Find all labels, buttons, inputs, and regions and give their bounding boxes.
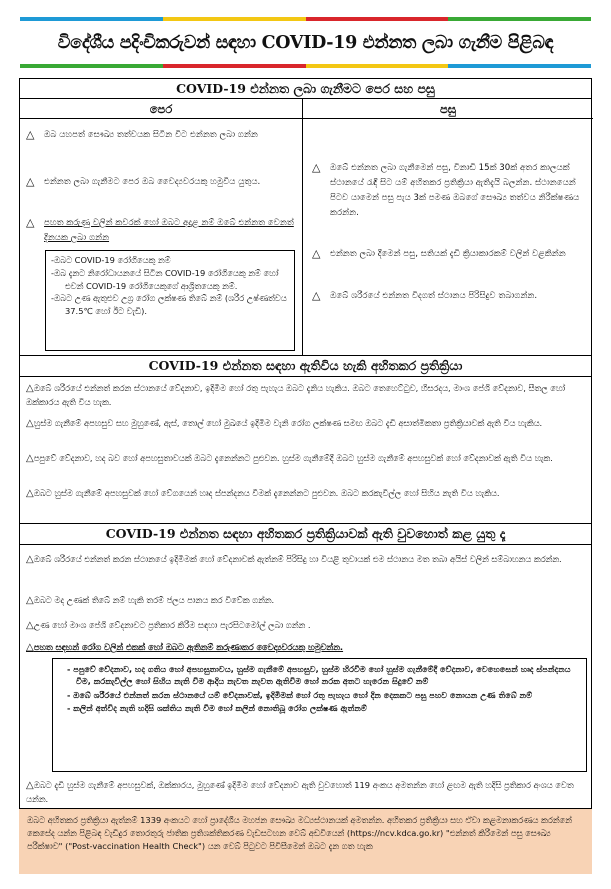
triangle-icon: △: [26, 595, 34, 606]
triangle-icon: △: [26, 128, 35, 141]
before-item: △ පහත කරුණු වලින් කවරක් හෝ ඔබට අදාළ නම් ඔබේ එන්නත වෙනත් දිනයක ලබා ගන්න: [26, 216, 294, 243]
column-divider: [302, 99, 303, 355]
triangle-icon: △: [26, 453, 34, 464]
triangle-icon: △: [26, 418, 34, 429]
after-item: △ ඔබේ එන්නත ලබා ගැනීමෙන් පසු, විනාඩි 15ක් 30ක් අතර කාලයක් ස්ථානයේ රැඳී සිට යම් අහිතකර ප්‍රතික්‍රියා ඇතිදැයි බලන්න. ස්ථානයෙන් පිටව යාමෙන් පසු පැය 3ක් පමණ ඔබගේ සෞඛ්‍ය තත්වය නිරීක්ෂණය කරන්න.: [312, 161, 580, 218]
triangle-icon: △: [26, 488, 34, 499]
bar-yellow: [306, 64, 449, 68]
doctor-symptoms-box: [52, 658, 587, 772]
reaction-item: △පපුවේ වේදනාව, හද බව හෝ අපහසුතාවයක් ඔබට දැනෙන්නට පුළුවන. හුස්ම ගැනීමේදී ඔබට හුස්ම ගැනීමේ අපහසුවක් හෝ වේදනාවක් ඇති විය හැක.: [26, 453, 553, 464]
box-item: - කලින් අත්විද නැති හදිසි ශක්තිය නැති වීම හෝ කලින් නොතිබූ රෝග ලක්ෂණ ඇත්නම්: [67, 702, 367, 713]
doctor-warning: △පහත සඳහන් රෝග වලින් එකක් හෝ ඔබට ඇතිනම් කරුණාකර වෛද්‍යවරයකු හමුවන්න.: [26, 642, 344, 653]
action-item: △ඔබේ ශරීරයේ එන්නත් කරන ස්ථානයේ ඉදිමීමක් හෝ වේදනාවක් ඇත්නම් පිරිසිදු හා වියළි තුවායක් එම ස්ථානය මත තබා අයිස් වලින් සම්බාහනය කරන්න.: [26, 554, 562, 565]
box-item: -ඔබට COVID-19 රෝගියෙකු නම්: [51, 255, 171, 265]
action-item: △උණ හෝ මාංශ පේශි වේදනාවට ප්‍රතිකාර කිරීම සඳහා පැරසිටමෝල් ලබා ගන්න .: [26, 620, 311, 631]
column-before-heading: පෙර: [20, 99, 302, 119]
top-color-bar: [20, 17, 591, 21]
triangle-icon: △: [26, 642, 34, 653]
bar-red: [163, 64, 306, 68]
box-item: - ඔබේ ශරීරයේ එන්නත් කරන ස්ථානයේ යම් වේදනාවක්, ඉදිමීමක් හෝ රතු පැහැය හෝ දින දෙකකට පසු පහව නොයන උණ තිබේ නම්: [67, 689, 533, 700]
reaction-item: △ඔබට හුස්ම ගැනීමේ අපහසුවක් හෝ වේගයෙන් හෘද ස්පන්දනය වීමක් දැනෙන්නට පුළුවන. ඔබට කරකැවිල්ල හෝ සිහිය නැති විය හැකිය.: [26, 488, 500, 499]
bar-green: [20, 64, 163, 68]
column-after-heading: පසු: [303, 99, 593, 119]
before-item: △ ඔබ යහපත් සෞඛ්‍ය තත්වයක සිටින විට එන්නත ලබා ගන්න: [26, 128, 258, 141]
bar-green: [448, 17, 591, 21]
triangle-icon: △: [26, 175, 35, 188]
bar-blue: [448, 64, 591, 68]
before-item: △ එන්නත ලබා ගැනීමට පෙර ඔබ වෛද්‍යවරයකු හමුවිය යුතුය.: [26, 175, 261, 188]
bar-red: [306, 17, 449, 21]
page-title: විදේශීය පදිංචිකරුවන් සඳහා COVID-19 එන්නත ලබා ගැනීම පිළිබඳ: [57, 33, 554, 53]
section2-heading: COVID-19 එන්නත සඳහා ඇතිවිය හැකි අහිතකර ප්‍රතික්‍රියා: [20, 356, 591, 377]
after-item: △ එන්නත ලබා දීමෙන් පසු, සතියක් දැඩි ක්‍රියාකාරකම් වලින් වළකින්න: [312, 247, 566, 260]
triangle-icon: △: [312, 161, 321, 174]
bar-blue: [20, 17, 163, 21]
contraindication-box: [45, 250, 295, 351]
triangle-icon: △: [26, 216, 35, 229]
after-item: △ ඔබේ ශරීරයේ එන්නත විදගත් ස්ථානය පිරිසිදුව තබාගන්න.: [312, 289, 538, 302]
reaction-item: △ඔබේ ශරීරයේ එන්නත් කරන ස්ථානයේ වේදනාව, ඉදිමීම හෝ රතු පැහැය ඔබට දැනිය හැකිය. ඔබට තෙහෙට්ටුව, හිසරදය, මාංශ පේශි වේදනාව, සීතල හෝ ඔක්කාරය ඇති විය හැක.: [26, 383, 566, 407]
triangle-icon: △: [312, 289, 321, 302]
footer-note: ඔබට අහිතකර ප්‍රතික්‍රියා ඇත්නම් 1339 අංකයට හෝ ප්‍රාදේශීය මහජන සෞඛ්‍ය මධ්‍යස්ථානයක් අමතන්න. අහිතකර ප්‍රතික්‍රියා සහ ඒවා කළමනාකරණය කරන්නේ කෙසේද යන්න පිළිබඳ වැඩිදුර තොරතුරු ජාතික ප්‍රතිශක්තිකරණ වැඩසටහන වෙබ් අඩවියෙන් (https://ncv.kdca.go.kr) "එන්නත් කිරීමෙන් පසු සෞඛ්‍ය පරීක්ෂාව" ("Post-vaccination Health Check") යන වෙබ් පිටුවට පිවිසීමෙන් ඔබට දැන ගත හැක: [19, 809, 592, 874]
box-item: -ඔබට උණ ඇතුළුව උග්‍ර රෝග ලක්ෂණ තිබේ නම් (ශරීර උෂ්ණත්වය 37.5℃ හෝ ඊට වැඩි).: [51, 293, 287, 317]
bottom-color-bar: [20, 64, 591, 68]
reaction-item: △හුස්ම ගැනීමේ අපහසුව සහ මුහුණේ, ඇස්, තොල් හෝ මුඛයේ ඉදිමීම වැනි රෝග ලක්ෂණ සමඟ ඔබට දැඩි අසාත්මිකතා ප්‍රතික්‍රියාවක් ඇති විය හැකිය.: [26, 418, 543, 429]
section3-heading: COVID-19 එන්නත සඳහා අහිතකර ප්‍රතික්‍රියාවක් ඇති වුවහොත් කළ යුතු දෑ: [20, 524, 591, 545]
triangle-icon: △: [312, 247, 321, 260]
triangle-icon: △: [26, 780, 34, 791]
triangle-icon: △: [26, 383, 34, 394]
main-frame: [19, 78, 592, 809]
box-item: - පපුවේ වේදනාව, හද ගතිය හෝ අපහසුතාවය, හුස්ම ගැනීමේ අපහසුව, හුස්ම හිරවීම හෝ හුස්ම ගැනීමේදී වේදනාව, වෙහෙසෙන් හෘද ස්පන්දනය වීම, කරකැවිල්ල හෝ සිහිය නැති වීම ආදිය නැවත නැවත ඇතිවීම හෝ නරක අතට හැරෙන සිදුවේ නම්: [67, 664, 571, 687]
emergency-item: △ඔබට දැඩි හුස්ම ගැනීමේ අපහසුවක්, ඔක්කාරය, මුහුණේ ඉදිමීම හෝ වේදනාව ඇති වුවහොත් 119 අංකය අමතන්න හෝ ළඟම ඇති හදිසි ප්‍රතිකාර අංශය වෙත යන්න.: [26, 780, 574, 804]
triangle-icon: △: [26, 620, 34, 631]
bar-yellow: [163, 17, 306, 21]
box-item: -ඔබ දැනට නිරෝධායනයේ සිටින COVID-19 රෝගියෙකු නම් හෝ එවන් COVID-19 රෝගියෙකුගේ ආශ්‍රිතයෙකු නම්.: [51, 267, 279, 291]
section1-heading: COVID-19 එන්නත ලබා ගැනීමට පෙර සහ පසු: [20, 79, 591, 99]
triangle-icon: △: [26, 554, 34, 565]
action-item: △ඔබට මද උණක් තිබේ නම් හැකි තරම් ජලය පානය කර විවේක ගන්න.: [26, 595, 275, 606]
